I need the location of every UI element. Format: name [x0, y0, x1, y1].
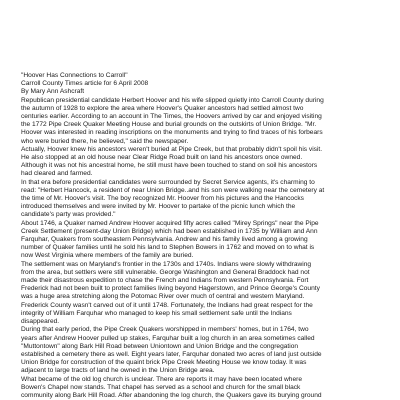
paragraph-line: introduced themselves and were invited by Mr. Hoover to partake of the picnic lunch which the	[21, 203, 296, 211]
paragraph-line: candidate's party was provided."	[21, 211, 116, 219]
paragraph	[21, 146, 380, 179]
paragraph-line: Union Bridge for construction of the quaint brick Pipe Creek Meeting House we know today. It was	[21, 359, 307, 367]
paragraph-line: Creek Settlement (present-day Union Bridge) which had been established in 1735 by William and Ann	[21, 227, 318, 235]
paragraph	[21, 376, 380, 400]
paragraph	[21, 179, 380, 220]
paragraph	[21, 220, 380, 261]
paragraph-line: now West Virginia where members of the family are buried.	[21, 252, 194, 260]
paragraph-line: read: "Herbert Hancock, a resident of near Union Bridge..and his son were walking near the cemetery at	[21, 186, 325, 194]
paragraph-line: community along Bark Hill Road. After abandoning the log church, the Quakers gave its burying ground	[21, 391, 322, 399]
paragraph-line: who were buried there, he believed," said the newspaper.	[21, 137, 189, 145]
paragraph-line: Frederick had not been built to protect families living beyond Hagerstown, and Prince George's County	[21, 285, 320, 293]
paragraph-line: from the area, but settlers were still vulnerable. George Washington and General Braddock had not	[21, 268, 310, 276]
paragraph-line: established a cemetery there as well. Eight years later, Farquhar donated two acres of land just outside	[21, 350, 322, 358]
paragraph-line: Bowen's Chapel now stands. That chapel has served as a school and church for the small black	[21, 383, 301, 391]
article-source: Carroll County Times article for 6 April 2008	[21, 80, 149, 88]
paragraph-line: disappeared.	[21, 318, 60, 326]
article-title: "Hoover Has Connections to Carroll"	[21, 72, 128, 79]
paragraph-line: had cleared and farmed.	[21, 170, 93, 178]
paragraph	[21, 97, 380, 146]
paragraph-line: Farquhar, Quakers from southeastern Pennsylvania. Andrew and his family lived among a growing	[21, 236, 308, 244]
paragraph-line: In that era before presidential candidates were surrounded by Secret Service agents, it's charming to	[21, 178, 315, 186]
paragraph-line: He also stopped at an old house near Clear Ridge Road built on land his ancestors once owned.	[21, 154, 303, 162]
paragraph-line: "Muttontown" along Bark Hill Road between Uniontown and Union Bridge and the congregation	[21, 342, 299, 350]
paragraph-line: What became of the old log church is unclear. There are reports it may have been located where	[21, 375, 303, 383]
paragraph-line: integrity of William Farquhar who managed to keep his small settlement safe until the Indians	[21, 309, 292, 317]
paragraph-line: the time of Mr. Hoover's visit. The boy recognized Mr. Hoover from his pictures and the Hancocks	[21, 195, 304, 203]
paragraph-line: The settlement was on Maryland's frontier in the 1730s and 1740s. Indians were slowly withdrawing	[21, 260, 312, 268]
paragraph	[21, 261, 380, 327]
paragraph-line: was a huge area stretching along the Potomac River over much of central and western Maryland.	[21, 293, 305, 301]
paragraph-line: centuries earlier. According to an account in The Times, the Hoovers arrived by car and enjoyed visiting	[21, 113, 322, 121]
paragraph-line: years after Andrew Hoover pulled up stakes, Farquhar built a log church in an area sometimes called	[21, 334, 315, 342]
paragraph	[21, 326, 380, 375]
paragraph-line: the 1772 Pipe Creek Quaker Meeting House and burial grounds on the outskirts of Union Bridge. "Mr.	[21, 121, 317, 129]
paragraph-line: number of Quaker families until he sold his land to Stephen Bowers in 1762 and moved on to what is	[21, 244, 315, 252]
paragraph-line: Frederick County wasn't carved out of it until 1748. Fortunately, the Indians had great respect for the	[21, 301, 313, 309]
paragraph-line: Republican presidential candidate Herbert Hoover and his wife slipped quietly into Carroll County during	[21, 96, 324, 104]
paragraph-line: During that early period, the Pipe Creek Quakers worshipped in members' homes, but in 1764, two	[21, 326, 309, 334]
paragraph-line: made their disastrous expedition to chase the French and Indians from western Pennsylvania. Fort	[21, 277, 309, 285]
paragraph-line: adjacent to large tracts of land he owned in the Union Bridge area.	[21, 367, 215, 375]
paragraph-line: About 1746, a Quaker named Andrew Hoover acquired fifty acres called "Mirey Springs" near the Pipe	[21, 219, 319, 227]
article-body	[21, 97, 380, 400]
paragraph-line: the autumn of 1928 to explore the area where Hoover's Quaker ancestors had settled almost two	[21, 104, 304, 112]
paragraph-line: Although it was not his ancestral home, he still must have been touched to stand on soil his ancestors	[21, 162, 318, 170]
paragraph-line: Hoover was interested in reading inscriptions on the monuments and trying to find traces of his forbears	[21, 129, 323, 137]
article-byline: By Mary Ann Ashcraft	[21, 88, 85, 96]
paragraph-line: Actually, Hoover knew his ancestors weren't buried at Pipe Creek, but that probably didn't spoil his visit.	[21, 145, 323, 153]
